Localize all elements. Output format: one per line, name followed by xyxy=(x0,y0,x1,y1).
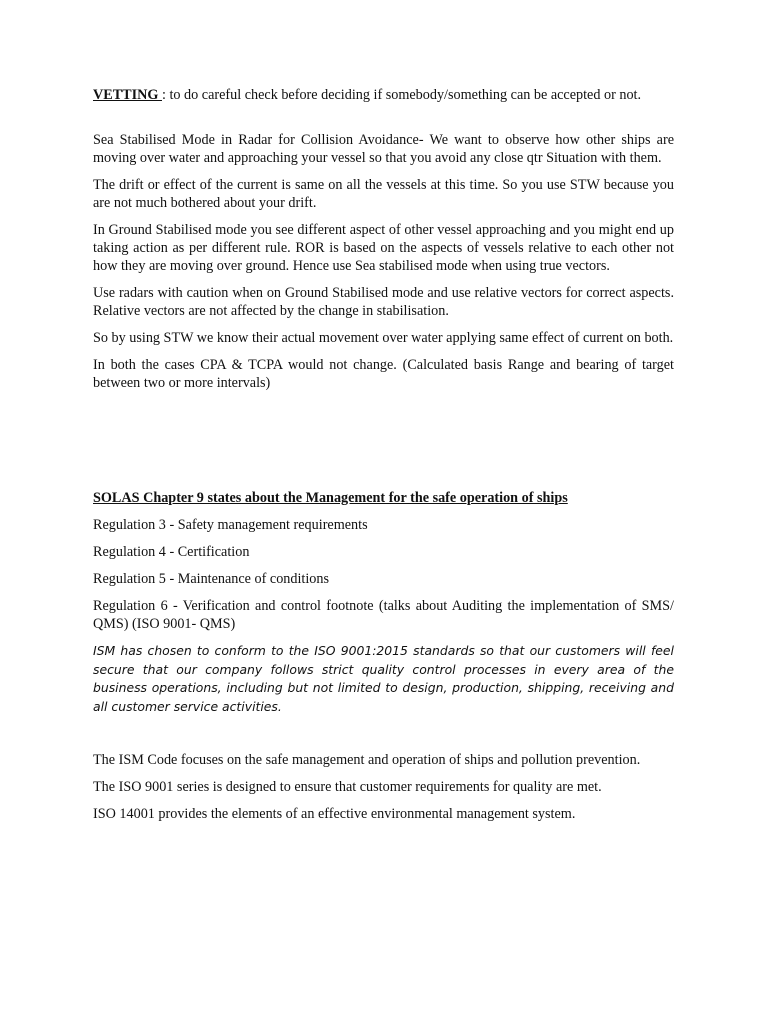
regulation-6: Regulation 6 - Verification and control footnote (talks about Auditing the implementation of SMS/ QMS) (ISO 9001- QMS) xyxy=(93,598,674,632)
spacer xyxy=(93,113,674,131)
iso-14001-paragraph: ISO 14001 provides the elements of an effective environmental management system. xyxy=(93,806,576,822)
ism-code-paragraph: The ISM Code focuses on the safe management and operation of ships and pollution prevention. xyxy=(93,752,641,768)
regulation-3: Regulation 3 - Safety management requirements xyxy=(93,517,368,533)
vetting-term: VETTING xyxy=(93,87,162,103)
regulation-4: Regulation 4 - Certification xyxy=(93,544,250,560)
radar-paragraph-4: Use radars with caution when on Ground Stabilised mode and use relative vectors for correct aspects. Relative vectors are not affected by the change in stabilisation. xyxy=(93,285,674,319)
regulation-5: Regulation 5 - Maintenance of conditions xyxy=(93,571,330,587)
document-page xyxy=(93,86,674,832)
radar-paragraph-6: In both the cases CPA & TCPA would not change. (Calculated basis Range and bearing of target between two or more intervals) xyxy=(93,357,674,391)
radar-paragraph-3: In Ground Stabilised mode you see different aspect of other vessel approaching and you might end up taking action as per different rule. ROR is based on the aspects of vessels relative to each other not how they are moving over ground. Hence use Sea stabilised mode when using true vectors. xyxy=(93,222,674,274)
iso-9001-paragraph: The ISO 9001 series is designed to ensure that customer requirements for quality are met. xyxy=(93,779,602,795)
vetting-definition xyxy=(93,86,674,104)
spacer xyxy=(93,401,674,489)
solas-heading: SOLAS Chapter 9 states about the Management for the safe operation of ships xyxy=(93,490,568,506)
radar-paragraph-2: The drift or effect of the current is same on all the vessels at this time. So you use STW because you are not much bothered about your drift. xyxy=(93,177,674,211)
spacer xyxy=(93,725,674,751)
iso-note: ISM has chosen to conform to the ISO 9001:2015 standards so that our customers will feel secure that our company follows strict quality control processes in every area of the business operations, including but not limited to design, production, shipping, receiving and all customer service activities. xyxy=(93,643,674,714)
radar-paragraph-5: So by using STW we know their actual movement over water applying same effect of current on both. xyxy=(93,330,674,346)
radar-paragraph-1: Sea Stabilised Mode in Radar for Collision Avoidance- We want to observe how other ships are moving over water and approaching your vessel so that you avoid any close qtr Situation with them. xyxy=(93,132,674,166)
vetting-definition-text: : to do careful check before deciding if somebody/something can be accepted or not. xyxy=(161,87,642,103)
